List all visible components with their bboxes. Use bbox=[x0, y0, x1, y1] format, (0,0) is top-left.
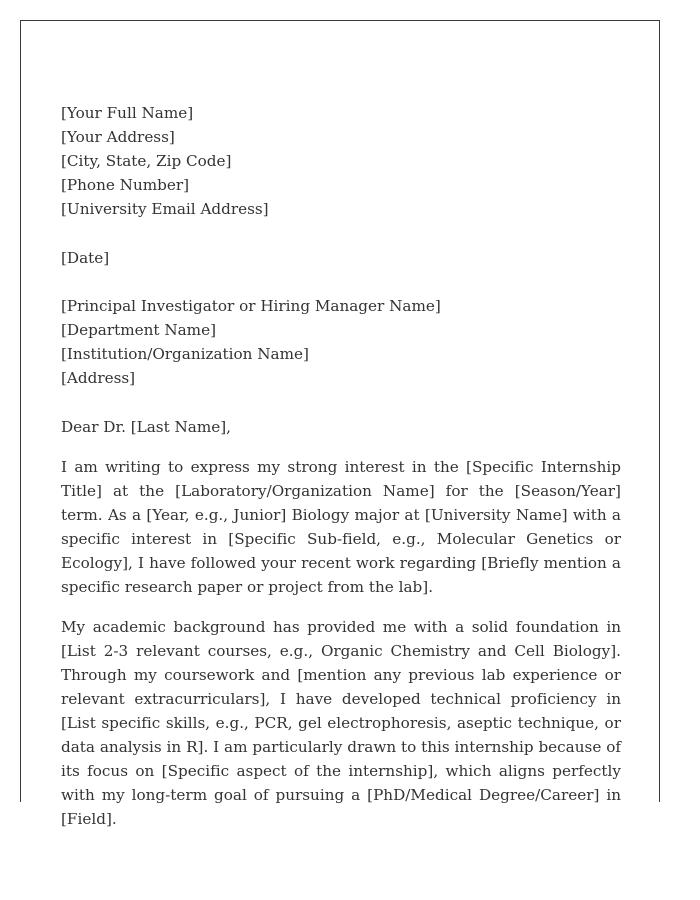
body-paragraph-1: I am writing to express my strong interest in the [Specific Internship Title] at the [Laboratory/Organization Name] for the [Season/Year] term. As a [Year, e.g., Junior] Biology major at [University Name] with a specific interest in [Specific Sub-field, e.g., Molecular Genetics or Ecology], I have followed your recent work regarding [Briefly mention a specific research paper or project from the lab]. bbox=[61, 458, 621, 596]
recipient-institution: [Institution/Organization Name] bbox=[61, 345, 309, 363]
salutation-block bbox=[61, 415, 621, 439]
recipient-department: [Department Name] bbox=[61, 321, 216, 339]
sender-city-state-zip: [City, State, Zip Code] bbox=[61, 152, 232, 170]
sender-name: [Your Full Name] bbox=[61, 104, 194, 122]
salutation: Dear Dr. [Last Name], bbox=[61, 418, 232, 436]
recipient-name: [Principal Investigator or Hiring Manager Name] bbox=[61, 297, 441, 315]
letter-page bbox=[20, 20, 660, 828]
letter-content bbox=[61, 101, 621, 831]
sender-email: [University Email Address] bbox=[61, 200, 269, 218]
recipient-block bbox=[61, 294, 621, 390]
recipient-address: [Address] bbox=[61, 369, 136, 387]
sender-phone: [Phone Number] bbox=[61, 176, 190, 194]
letter-date: [Date] bbox=[61, 249, 110, 267]
body-paragraph-2: My academic background has provided me with a solid foundation in [List 2-3 relevant courses, e.g., Organic Chemistry and Cell Biology]. Through my coursework and [mention any previous lab experience or relevant extracurriculars], I have developed technical proficiency in [List specific skills, e.g., PCR, gel electrophoresis, aseptic technique, or data analysis in R]. I am particularly drawn to this internship because of its focus on [Specific aspect of the internship], which aligns perfectly with my long-term goal of pursuing a [PhD/Medical Degree/Career] in [Field]. bbox=[61, 618, 621, 828]
sender-block bbox=[61, 101, 621, 221]
sender-address: [Your Address] bbox=[61, 128, 175, 146]
date-block bbox=[61, 246, 621, 270]
